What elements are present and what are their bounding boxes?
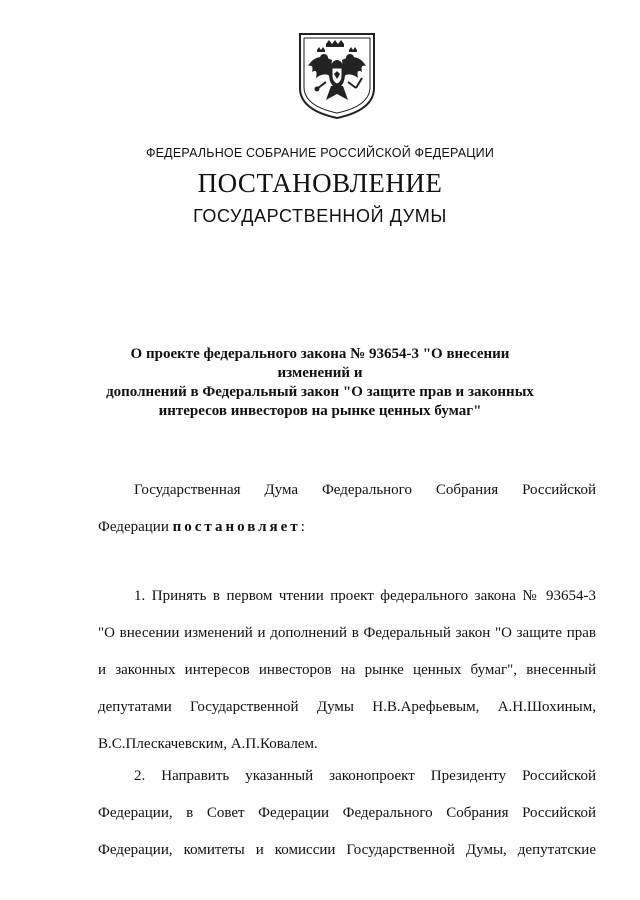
- item-2-line: Федерации, комитеты и комиссии Государственной Думы, депутатские: [98, 842, 596, 858]
- item-1-paragraph: [98, 578, 596, 763]
- item-1-line: 1. Принять в первом чтении проект федерального закона № 93654-3: [134, 588, 596, 604]
- item-1-line: В.С.Плескачевским, А.П.Ковалем.: [98, 736, 318, 752]
- title-line: дополнений в Федеральный закон "О защите прав и законных: [106, 384, 534, 400]
- title-line: интересов инвесторов на рынке ценных бумаг": [158, 403, 482, 419]
- item-1-line: "О внесении изменений и дополнений в Федеральный закон "О защите прав: [98, 625, 596, 641]
- item-2-paragraph: [98, 758, 596, 869]
- preamble-paragraph: [98, 472, 596, 546]
- coat-of-arms-icon: [296, 30, 378, 120]
- item-2-line: 2. Направить указанный законопроект Президенту Российской: [134, 768, 596, 784]
- preamble-line: [98, 509, 596, 546]
- document-type-heading: ПОСТАНОВЛЕНИЕ: [197, 168, 443, 198]
- preamble-text: Федерации: [98, 519, 173, 535]
- title-line: О проекте федерального закона № 93654-3 "О внесении изменений и: [130, 346, 510, 381]
- document-issuer-heading: ГОСУДАРСТВЕННОЙ ДУМЫ: [193, 206, 447, 226]
- item-1-line: и законных интересов инвесторов на рынке ценных бумаг", внесенный: [98, 662, 596, 678]
- preamble-colon: :: [300, 519, 305, 535]
- document-title: [100, 345, 540, 421]
- item-2-line: Федерации, в Совет Федерации Федерального Собрания Российской: [98, 805, 596, 821]
- preamble-line: Государственная Дума Федерального Собрания Российской: [134, 482, 596, 498]
- resolution-keyword: постановляет: [172, 519, 301, 535]
- organization-heading: ФЕДЕРАЛЬНОЕ СОБРАНИЕ РОССИЙСКОЙ ФЕДЕРАЦИИ: [145, 146, 495, 160]
- item-1-line: депутатами Государственной Думы Н.В.Арефьевым, А.Н.Шохиным,: [98, 699, 596, 715]
